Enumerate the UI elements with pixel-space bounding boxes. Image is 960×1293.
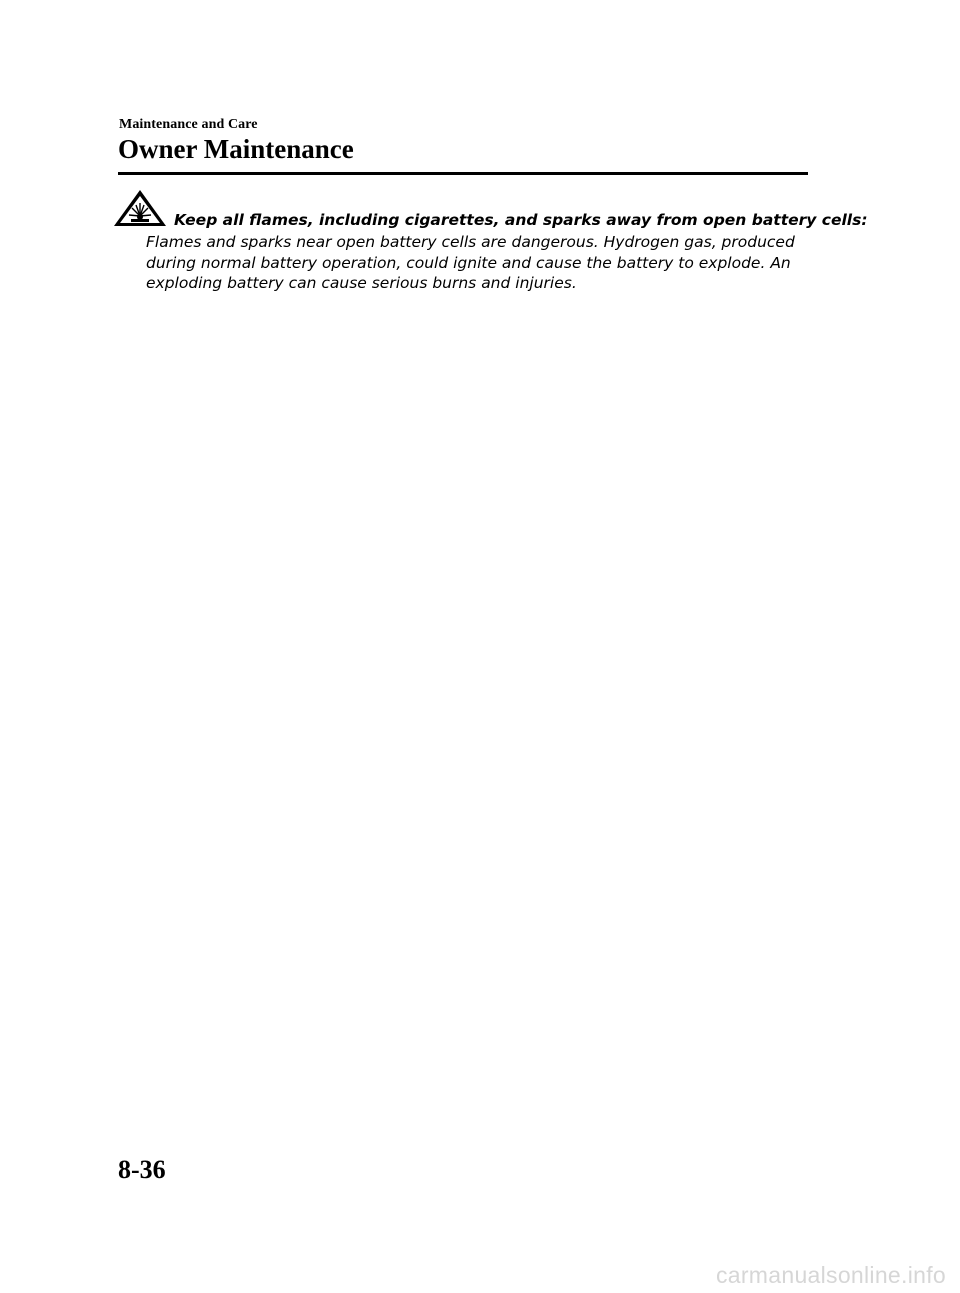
explosion-hazard-icon (112, 188, 168, 228)
watermark: carmanualsonline.info (715, 1262, 946, 1288)
warning-body: Flames and sparks near open battery cells are dangerous. Hydrogen gas, produced during normal battery operation, could ignite and cause the battery to explode. An exploding battery can cause serious burns and injuries. (146, 233, 795, 292)
page-number: 8-36 (118, 1155, 166, 1184)
page-title: Owner Maintenance (118, 134, 354, 164)
section-label: Maintenance and Care (119, 117, 258, 132)
title-rule (118, 172, 808, 175)
warning-heading: Keep all flames, including cigarettes, and sparks away from open battery cells: (174, 211, 868, 229)
